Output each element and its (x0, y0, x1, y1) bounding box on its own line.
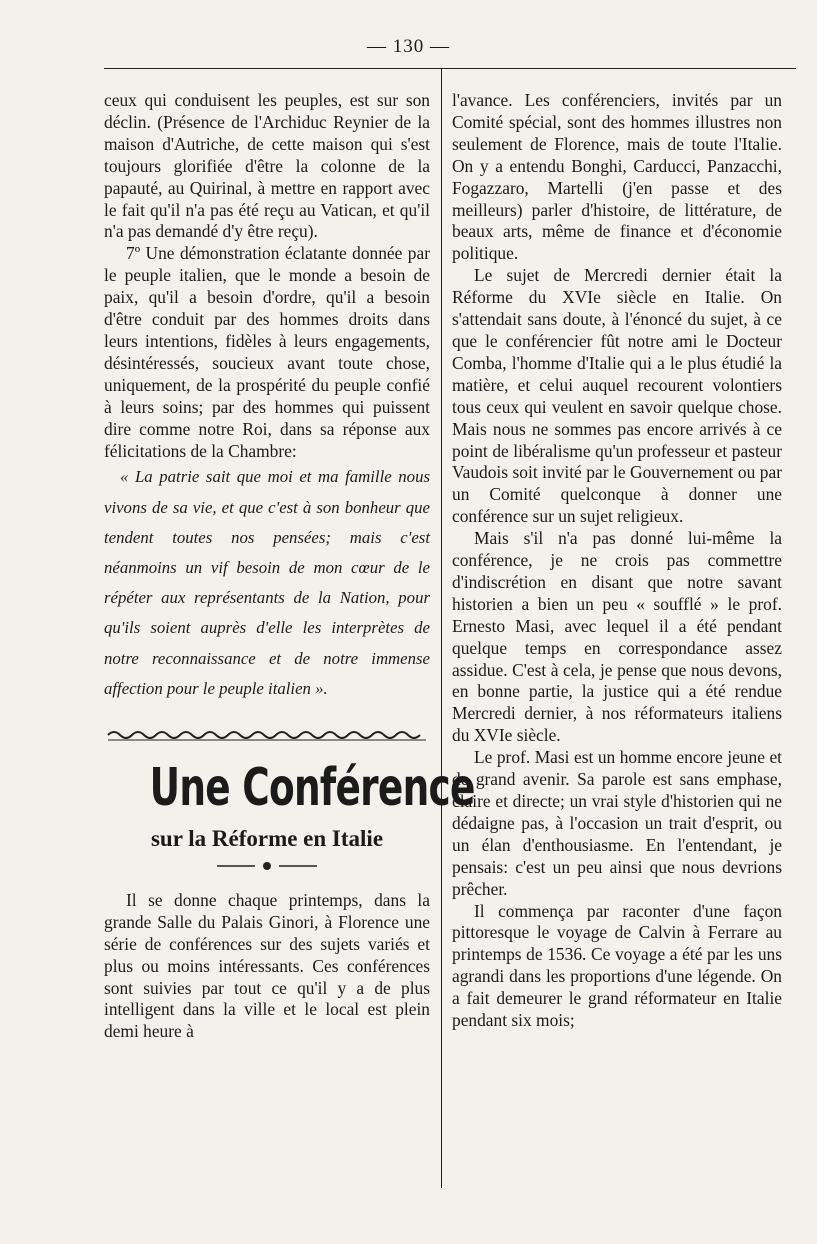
king-quote: « La patrie sait que moi et ma famille nous vivons de sa vie, et que c'est à son bonheur que tendent toutes nos pensées; mais c'est néanmoins un vif besoin de mon cœur de le répéter aux représentants de la Nation, pour qu'ils soient auprès d'elle les interprètes de notre reconnaissance et de notre immense affection pour le peuple italien ». (104, 467, 430, 698)
page-number: — 130 — (367, 36, 450, 57)
right-paragraph-1: l'avance. Les conférenciers, invités par un Comité spécial, sont des hommes illustres non seulement de Florence, mais de toute l'Italie. On y a entendu Bonghi, Carducci, Panzacchi, Fogazzaro, Martelli (j'en passe et des meilleurs) parler d'histoire, de littérature, de beaux arts, même de finance et d'économie politique. (452, 90, 782, 264)
article-subtitle: sur la Réforme en Italie (150, 825, 384, 851)
header-rule (104, 68, 796, 69)
decorative-wavy-rule (104, 726, 430, 744)
right-paragraph-4: Le prof. Masi est un homme encore jeune et de grand avenir. Sa parole est sans emphase, claire et directe; un vrai style d'historien qui ne dédaigne pas, à l'occasion un trait d'esprit, ou un élan d'enthousiasme. En l'entendant, je pensais: c'est un peu ainsi que nous devrions prêcher. (452, 747, 782, 899)
left-paragraph-2: 7º Une démonstration éclatante donnée par le peuple italien, que le monde a besoin de paix, qu'il a besoin d'ordre, qu'il a besoin d'être conduit par des hommes droits dans leurs intentions, fidèles à leurs engagements, désintéressés, soucieux avant toute chose, uniquement, de la prospérité du peuple confié à leurs soins; par des hommes qui puissent dire comme notre Roi, dans sa réponse aux félicitations de la Chambre: (104, 243, 430, 461)
ornament-divider (207, 860, 327, 872)
right-paragraph-5: Il commença par raconter d'une façon pittoresque le voyage de Calvin à Ferrare au printemps de 1536. Ce voyage a été par les uns agrandi dans les proportions d'une légende. On a fait demeurer le grand réformateur en Italie pendant six mois; (452, 900, 782, 1031)
left-column (104, 90, 475, 1043)
right-paragraph-3: Mais s'il n'a pas donné lui-même la conférence, je ne crois pas commettre d'indiscrétion en disant que notre savant historien a bien un peu « soufflé » le prof. Ernesto Masi, avec lequel il a été pendant quelque temps en correspondance assez assidue. C'est à cela, je pense que nous devons, en bonne partie, la justice qui a été rendue Mercredi dernier, à nos réformateurs italiens du XVIe siècle. (452, 528, 782, 746)
left-paragraph-3: Il se donne chaque printemps, dans la grande Salle du Palais Ginori, à Florence une série de conférences sur des sujets variés et plus ou moins intéressants. Ces conférences sont suivies par tout ce qu'il y a de plus intelligent dans la ville et le local est plein demi heure à (104, 889, 430, 1042)
right-paragraph-2: Le sujet de Mercredi dernier était la Réforme du XVIe siècle en Italie. On s'attendait sans doute, à l'énoncé du sujet, à ce que le conférencier fût notre ami le Docteur Comba, l'homme d'Italie qui a le plus étudié la matière, et celui auquel recourent volontiers tous ceux qui veulent en savoir quelque chose. Mais nous ne sommes pas encore arrivés à ce point de libéralisme qu'un professeur et pasteur Vaudois soit invité par le Gouvernement ou par un Comité quelconque à donner une conférence sur un sujet religieux. (452, 265, 782, 527)
left-paragraph-1: ceux qui conduisent les peuples, est sur son déclin. (Présence de l'Archiduc Reynier de la maison d'Autriche, de cette maison qui s'est toujours glorifiée d'être la colonne de la papauté, au Quirinal, à mettre en rapport avec le fait qu'il n'a pas été reçu au Vatican, et qu'il n'a pas demandé d'y être reçu). (104, 90, 430, 242)
article-title: Une Conférence (149, 757, 475, 818)
right-column (452, 90, 782, 1032)
column-divider (441, 68, 442, 1188)
